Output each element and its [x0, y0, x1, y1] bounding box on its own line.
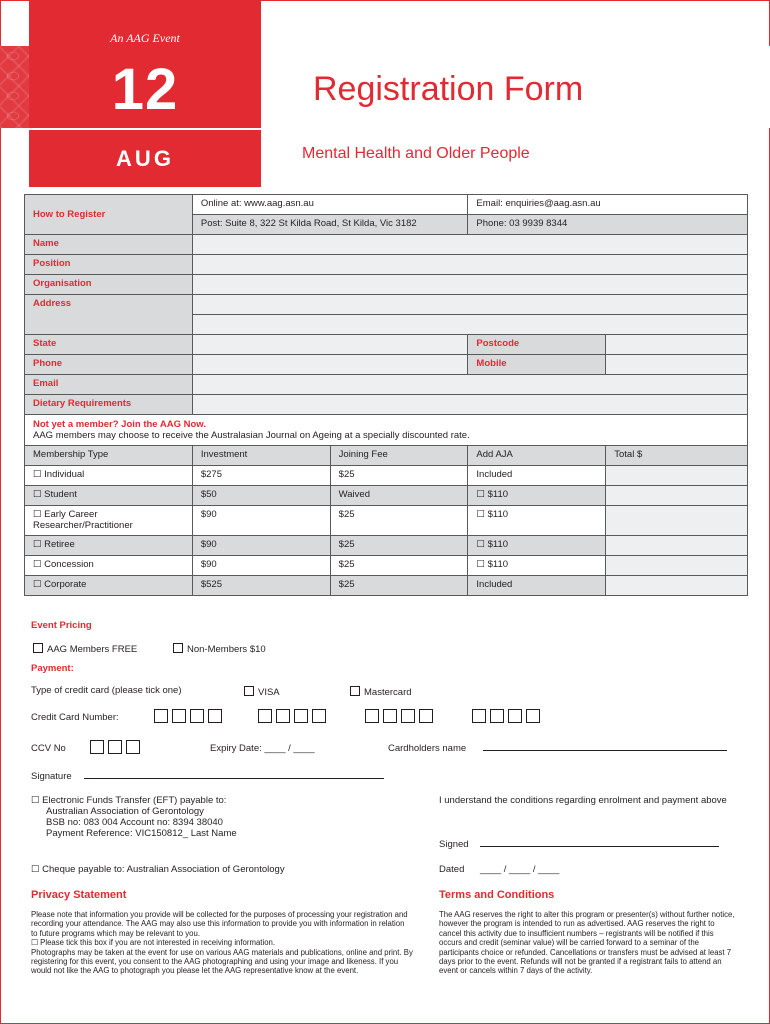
phone-label: Phone: [25, 355, 193, 375]
visa-option[interactable]: [244, 686, 280, 698]
address-input-line-1[interactable]: [192, 295, 747, 315]
postcode-input[interactable]: [606, 335, 748, 355]
eft-payee: Australian Association of Gerontology: [46, 806, 204, 817]
terms-heading: Terms and Conditions: [439, 889, 555, 901]
email-info: Email: enquiries@aag.asn.au: [468, 195, 748, 215]
phone-info: Phone: 03 9939 8344: [468, 215, 748, 235]
membership-prompt: Not yet a member? Join the AAG Now.: [33, 419, 206, 430]
conditions-acknowledgement: I understand the conditions regarding enrolment and payment above: [439, 795, 727, 806]
visa-label: VISA: [258, 687, 280, 698]
post-info: Post: Suite 8, 322 St Kilda Road, St Kilda, Vic 3182: [192, 215, 468, 235]
joining-fee: $25: [330, 556, 468, 576]
membership-note: AAG members may choose to receive the Australasian Journal on Ageing at a specially discounted rate.: [33, 430, 470, 441]
ccv-label: CCV No: [31, 743, 66, 754]
terms-text: The AAG reserves the right to alter this program or presenter(s) without further notice, however the program is intended to run as advertised. AAG reserves the right to cancel this activity due to insufficient numbers – registrants will be notified if this occurs and credit (seminar value) will be carried forward to a seminar of the participants choice or refunded. Cancellations or transfers must be advised at least 7 days prior to the event. Refunds will not be granted if a registrant fails to attend an event or cancels within 7 days of the activity.: [439, 910, 735, 976]
ccv-input[interactable]: [90, 740, 144, 754]
privacy-opt-out[interactable]: ☐ Please tick this box if you are not interested in receiving information.: [31, 938, 276, 948]
dietary-label: Dietary Requirements: [25, 395, 193, 415]
privacy-text: Please note that information you provide will be collected for the purposes of processing your registration and recording your attendance. The AAG may also use this information to provide you with information in relation to future programs which may be relevant to you.: [31, 910, 408, 938]
membership-type[interactable]: ☐ Retiree: [25, 536, 193, 556]
total-input[interactable]: [606, 576, 748, 596]
joining-fee: $25: [330, 506, 468, 536]
add-aja[interactable]: ☐ $110: [468, 556, 606, 576]
registration-table: [24, 194, 748, 596]
card-number-group-3[interactable]: [365, 709, 437, 723]
privacy-heading: Privacy Statement: [31, 889, 127, 901]
table-row: [25, 536, 748, 556]
investment: $90: [192, 556, 330, 576]
investment: $90: [192, 506, 330, 536]
card-number-group-2[interactable]: [258, 709, 330, 723]
total-input[interactable]: [606, 556, 748, 576]
add-aja[interactable]: ☐ $110: [468, 536, 606, 556]
add-aja: Included: [468, 576, 606, 596]
table-row: [25, 576, 748, 596]
event-month: AUG: [116, 146, 174, 171]
col-investment: Investment: [192, 446, 330, 466]
joining-fee: $25: [330, 576, 468, 596]
total-input[interactable]: [606, 536, 748, 556]
card-number-group-1[interactable]: [154, 709, 226, 723]
members-free-option[interactable]: [33, 643, 137, 655]
eft-reference: Payment Reference: VIC150812_ Last Name: [46, 828, 237, 839]
state-input[interactable]: [192, 335, 468, 355]
mobile-input[interactable]: [606, 355, 748, 375]
email-label: Email: [25, 375, 193, 395]
mobile-label: Mobile: [468, 355, 606, 375]
phone-input[interactable]: [192, 355, 468, 375]
mastercard-label: Mastercard: [364, 687, 412, 698]
privacy-statement: [31, 910, 413, 976]
event-pricing-heading: Event Pricing: [31, 620, 92, 631]
name-label: Name: [25, 235, 193, 255]
position-input[interactable]: [192, 255, 747, 275]
checkbox-icon: [173, 643, 183, 653]
online-info: Online at: www.aag.asn.au: [192, 195, 468, 215]
address-label: Address: [25, 295, 193, 335]
privacy-photos: Photographs may be taken at the event for use on various AAG materials and publications, online and print. By registering for this event, you consent to the AAG photographing and using your image and likeness. If you would not like the AAG to photograph you please let the AAG representative know at the event.: [31, 947, 413, 976]
table-row: [25, 556, 748, 576]
signed-label: Signed: [439, 839, 469, 850]
col-total: Total $: [606, 446, 748, 466]
members-free-label: AAG Members FREE: [47, 644, 138, 655]
add-aja: Included: [468, 466, 606, 486]
how-to-register-label: How to Register: [25, 195, 193, 235]
membership-type[interactable]: ☐ Corporate: [25, 576, 193, 596]
checkbox-icon: [33, 643, 43, 653]
eft-bank: BSB no: 083 004 Account no: 8394 38040: [46, 817, 223, 828]
investment: $90: [192, 536, 330, 556]
table-row: [25, 506, 748, 536]
signature-input[interactable]: [84, 778, 384, 779]
joining-fee: $25: [330, 466, 468, 486]
card-number-label: Credit Card Number:: [31, 712, 119, 723]
table-row: [25, 486, 748, 506]
organisation-input[interactable]: [192, 275, 747, 295]
non-members-label: Non-Members $10: [187, 644, 266, 655]
card-type-label: Type of credit card (please tick one): [31, 685, 182, 696]
mastercard-option[interactable]: [350, 686, 412, 698]
total-input[interactable]: [606, 486, 748, 506]
address-input-line-2[interactable]: [192, 315, 747, 335]
email-input[interactable]: [192, 375, 747, 395]
card-number-group-4[interactable]: [472, 709, 544, 723]
page-subtitle: Mental Health and Older People: [302, 145, 530, 162]
postcode-label: Postcode: [468, 335, 606, 355]
dated-label: Dated: [439, 864, 465, 875]
table-row: [25, 466, 748, 486]
eft-option[interactable]: [31, 795, 237, 839]
membership-promo: [25, 415, 748, 446]
col-joining-fee: Joining Fee: [330, 446, 468, 466]
date-divider: [29, 128, 261, 130]
investment: $525: [192, 576, 330, 596]
checkbox-icon: [350, 686, 360, 696]
checkbox-icon: [244, 686, 254, 696]
investment: $50: [192, 486, 330, 506]
membership-type[interactable]: ☐ Student: [25, 486, 193, 506]
membership-type[interactable]: ☐ Early Career Researcher/Practitioner: [25, 506, 193, 536]
name-input[interactable]: [192, 235, 747, 255]
dietary-input[interactable]: [192, 395, 747, 415]
organisation-label: Organisation: [25, 275, 193, 295]
add-aja[interactable]: ☐ $110: [468, 486, 606, 506]
signature-label: Signature: [31, 771, 72, 782]
page-title: Registration Form: [313, 70, 584, 108]
payment-heading: Payment:: [31, 663, 74, 674]
col-add-aja: Add AJA: [468, 446, 606, 466]
col-membership-type: Membership Type: [25, 446, 193, 466]
cheque-option[interactable]: ☐ Cheque payable to: Australian Association of Gerontology: [31, 864, 285, 875]
state-label: State: [25, 335, 193, 355]
cardholder-name-input[interactable]: [483, 750, 727, 751]
joining-fee: $25: [330, 536, 468, 556]
position-label: Position: [25, 255, 193, 275]
investment: $275: [192, 466, 330, 486]
event-tag: An AAG Event: [110, 31, 180, 45]
event-date-box: [29, 0, 261, 187]
joining-fee: Waived: [330, 486, 468, 506]
total-input[interactable]: [606, 506, 748, 536]
signed-input[interactable]: [480, 846, 719, 847]
add-aja[interactable]: ☐ $110: [468, 506, 606, 536]
membership-header-row: [25, 446, 748, 466]
total-input[interactable]: [606, 466, 748, 486]
cardholder-label: Cardholders name: [388, 743, 467, 754]
dated-input[interactable]: ____ / ____ / ____: [480, 864, 560, 875]
expiry-date-field[interactable]: Expiry Date: ____ / ____: [210, 743, 315, 754]
event-day: 12: [111, 57, 179, 122]
membership-type[interactable]: ☐ Concession: [25, 556, 193, 576]
non-members-option[interactable]: [173, 643, 266, 655]
membership-type[interactable]: ☐ Individual: [25, 466, 193, 486]
eft-label: ☐ Electronic Funds Transfer (EFT) payable to:: [31, 795, 227, 806]
